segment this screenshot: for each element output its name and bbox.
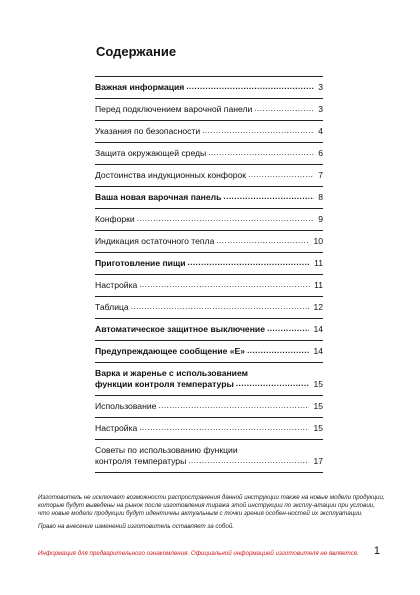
toc-entry-page: 11 [314,280,323,290]
toc-entry [95,120,323,142]
dot-leader [188,457,309,465]
toc-entry [95,340,323,362]
page-number: 1 [373,545,380,557]
toc-entry-page: 7 [318,170,323,180]
toc-entry-page: 8 [318,192,323,202]
dot-leader [216,237,309,245]
toc-entry [95,142,323,164]
toc-entry [95,395,323,417]
toc-entry-title: функции контроля температуры [95,379,234,389]
toc-entry-title-line: Варка и жаренье с использованием [95,368,248,378]
toc-entry-page: 12 [313,302,323,312]
toc-entry-page: 14 [313,324,323,334]
dot-leader [223,193,314,201]
rights-note: Право на внесение изменений изготовитель оставляет за собой. [38,522,235,530]
toc-entry-title: Указания по безопасности [95,126,201,136]
toc-entry-page: 17 [313,456,323,466]
dot-leader [139,281,310,289]
toc-entry [95,318,323,340]
toc-entry-page: 3 [318,82,323,92]
dot-leader [267,325,309,333]
toc-entry-title: Индикация остаточного тепла [95,236,215,246]
dot-leader [131,303,310,311]
table-of-contents [95,76,323,473]
toc-entry [95,274,323,296]
toc-entry-title: Ваша новая варочная панель [95,192,222,202]
manufacturer-note: Изготовитель не исключает возможности распространения данной инструкции также на новые модели продукции, которые будут выведены на рынок после изготовления тиража этой инструкции по эксплу-атации при условии, что новые модели продукции будут идентичны актуальным с точки зрения особен-ностей их эксплуатации. [38,494,385,518]
dot-leader [208,149,314,157]
toc-entry-page: 6 [318,148,323,158]
toc-entry-title: Настройка [95,280,138,290]
toc-entry-page: 3 [318,104,323,114]
page-title: Содержание [96,44,177,59]
toc-entry-page: 15 [313,401,323,411]
toc-entry-page: 4 [318,126,323,136]
toc-entry-title-line: Советы по использованию функции [95,445,238,455]
toc-entry [95,252,323,274]
footer-notes [38,494,386,535]
toc-entry-title: Автоматическое защитное выключение [95,324,265,334]
toc-entry [95,98,323,120]
dot-leader [202,127,314,135]
toc-entry-title: Важная информация [95,82,185,92]
toc-entry-page: 11 [314,258,323,268]
toc-entry-page: 14 [313,346,323,356]
toc-entry [95,208,323,230]
toc-entry-title: Конфорки [95,214,135,224]
dot-leader [248,171,314,179]
toc-entry-page: 9 [318,214,323,224]
toc-entry [95,164,323,186]
toc-entry-title: Использование [95,401,157,411]
toc-entry-title: Предупреждающее сообщение «E» [95,346,246,356]
dot-leader [236,380,310,388]
dot-leader [139,424,309,432]
toc-entry [95,439,323,472]
toc-entry [95,76,323,98]
toc-entry-title: Таблица [95,302,129,312]
dot-leader [247,347,309,355]
dot-leader [188,259,311,267]
toc-entry [95,417,323,439]
preliminary-disclaimer: Информация для предварительного ознакомления. Официальной информацией изготовителя не является. [38,550,359,557]
toc-entry [95,362,323,395]
toc-entry-page: 10 [313,236,323,246]
toc-entry [95,230,323,252]
toc-entry-title: контроля температуры [95,456,187,466]
toc-entry-page: 15 [313,423,323,433]
toc-entry [95,296,323,318]
toc-entry-title: Приготовление пищи [95,258,186,268]
toc-entry-title: Защита окружающей среды [95,148,207,158]
dot-leader [186,83,314,91]
dot-leader [137,215,314,223]
toc-entry-page: 15 [313,379,323,389]
toc-entry-title: Перед подключением варочной панели [95,104,253,114]
toc-entry-title: Настройка [95,423,138,433]
toc-entry [95,186,323,208]
toc-entry-title: Достоинства индукционных конфорок [95,170,247,180]
dot-leader [254,105,314,113]
dot-leader [158,402,309,410]
